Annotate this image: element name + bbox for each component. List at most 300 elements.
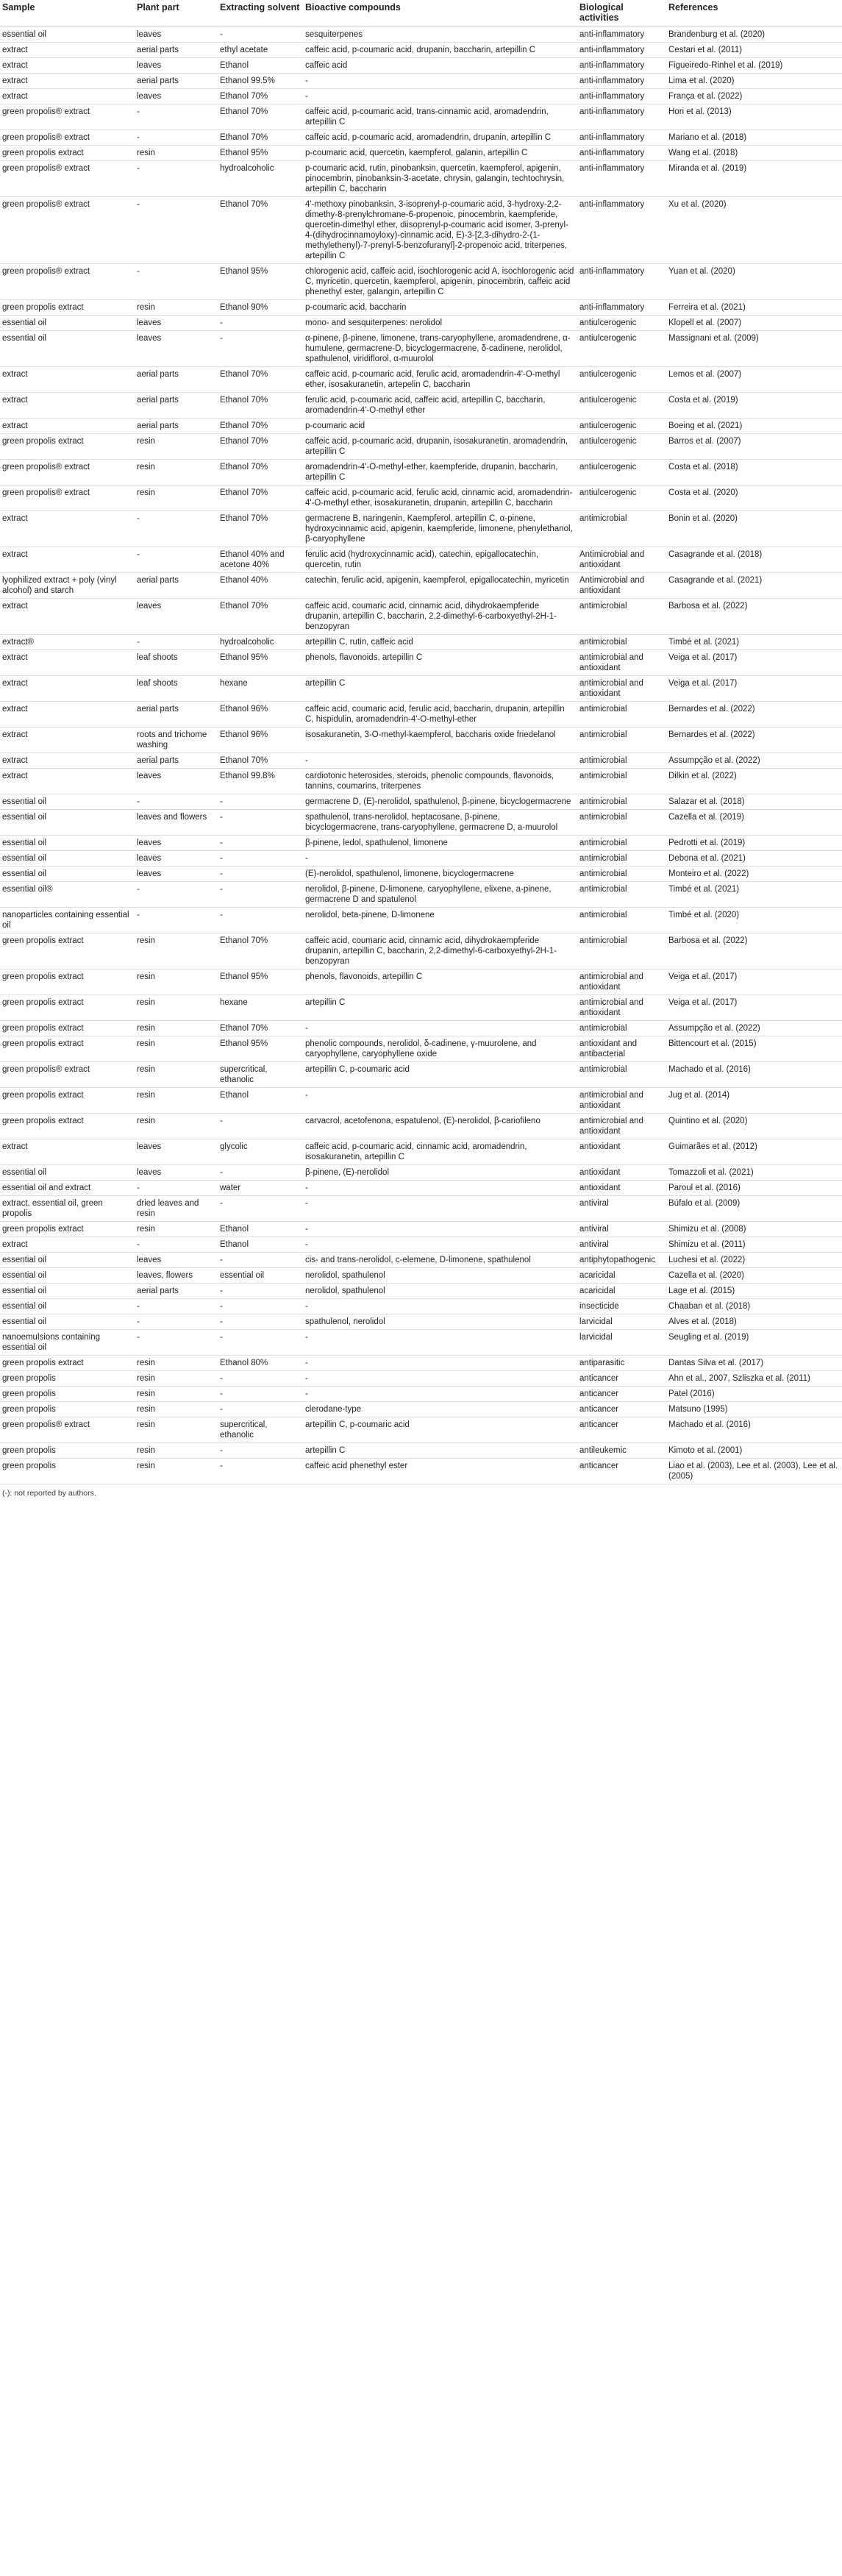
compounds-cell: nerolidol, β-pinene, D-limonene, caryophyllene, elixene, a-pinene, germacrene D and spatulenol: [303, 882, 577, 908]
plant-part-cell: resin: [135, 1356, 218, 1371]
solvent-cell: Ethanol: [218, 1222, 303, 1237]
sample-cell: essential oil and extract: [0, 1181, 135, 1196]
solvent-cell: Ethanol 95%: [218, 1036, 303, 1062]
reference-cell: Seugling et al. (2019): [666, 1330, 842, 1356]
activities-cell: anti-inflammatory: [577, 58, 666, 74]
compounds-cell: ferulic acid (hydroxycinnamic acid), catechin, epigallocatechin, quercetin, rutin: [303, 547, 577, 573]
sample-cell: green propolis: [0, 1443, 135, 1459]
solvent-cell: Ethanol 70%: [218, 1021, 303, 1036]
table-row: [0, 460, 842, 485]
table-row: [0, 547, 842, 573]
activities-cell: anti-inflammatory: [577, 197, 666, 264]
plant-part-cell: leaves and flowers: [135, 810, 218, 836]
table-row: [0, 908, 842, 933]
plant-part-cell: leaf shoots: [135, 676, 218, 702]
reference-cell: Bonin et al. (2020): [666, 511, 842, 547]
table-body: [0, 27, 842, 1484]
plant-part-cell: aerial parts: [135, 702, 218, 727]
table-row: [0, 933, 842, 969]
sample-cell: extract: [0, 547, 135, 573]
solvent-cell: Ethanol 70%: [218, 511, 303, 547]
reference-cell: Casagrande et al. (2021): [666, 573, 842, 599]
reference-cell: Brandenburg et al. (2020): [666, 27, 842, 43]
table-row: [0, 1196, 842, 1222]
compounds-cell: caffeic acid, coumaric acid, ferulic acid, baccharin, drupanin, artepillin C, hispidulin, aromadendrin-4'-O-methyl-ether: [303, 702, 577, 727]
reference-cell: Tomazzoli et al. (2021): [666, 1165, 842, 1181]
compounds-cell: α-pinene, β-pinene, limonene, trans-caryophyllene, aromadendrene, α-humulene, germacrene-D, bicyclogermacrene, δ-cadinene, nerolidol, spathulenol, viridiflorol, α-muurolol: [303, 331, 577, 367]
compounds-cell: p-coumaric acid, quercetin, kaempferol, galanin, artepillin C: [303, 146, 577, 161]
sample-cell: essential oil: [0, 1284, 135, 1299]
activities-cell: antiulcerogenic: [577, 316, 666, 331]
plant-part-cell: resin: [135, 1036, 218, 1062]
solvent-cell: Ethanol 99.8%: [218, 769, 303, 794]
solvent-cell: Ethanol: [218, 58, 303, 74]
sample-cell: extract: [0, 1237, 135, 1253]
sample-cell: essential oil: [0, 810, 135, 836]
plant-part-cell: leaves: [135, 769, 218, 794]
solvent-cell: Ethanol 70%: [218, 104, 303, 130]
compounds-cell: catechin, ferulic acid, apigenin, kaempferol, epigallocatechin, myricetin: [303, 573, 577, 599]
activities-cell: antimicrobial: [577, 882, 666, 908]
compounds-cell: -: [303, 1222, 577, 1237]
reference-cell: Salazar et al. (2018): [666, 794, 842, 810]
sample-cell: essential oil: [0, 836, 135, 851]
compounds-cell: -: [303, 1299, 577, 1314]
solvent-cell: -: [218, 908, 303, 933]
table-row: [0, 753, 842, 769]
sample-cell: extract: [0, 511, 135, 547]
sample-cell: essential oil: [0, 27, 135, 43]
compounds-cell: caffeic acid phenethyl ester: [303, 1459, 577, 1484]
solvent-cell: Ethanol 96%: [218, 727, 303, 753]
plant-part-cell: leaf shoots: [135, 650, 218, 676]
solvent-cell: Ethanol 95%: [218, 146, 303, 161]
solvent-cell: hydroalcoholic: [218, 161, 303, 197]
table-row: [0, 702, 842, 727]
activities-cell: larvicidal: [577, 1314, 666, 1330]
plant-part-cell: resin: [135, 146, 218, 161]
reference-cell: Xu et al. (2020): [666, 197, 842, 264]
activities-cell: antiulcerogenic: [577, 434, 666, 460]
column-header-reference: References: [666, 0, 842, 27]
plant-part-cell: aerial parts: [135, 367, 218, 393]
plant-part-cell: resin: [135, 460, 218, 485]
plant-part-cell: leaves: [135, 836, 218, 851]
plant-part-cell: leaves: [135, 599, 218, 635]
sample-cell: extract: [0, 702, 135, 727]
reference-cell: Cazella et al. (2019): [666, 810, 842, 836]
reference-cell: Assumpção et al. (2022): [666, 1021, 842, 1036]
solvent-cell: Ethanol 95%: [218, 969, 303, 995]
sample-cell: green propolis extract: [0, 1114, 135, 1139]
activities-cell: antiulcerogenic: [577, 485, 666, 511]
compounds-cell: chlorogenic acid, caffeic acid, isochlorogenic acid A, isochlorogenic acid C, myricetin, quercetin, kaempferol, apigenin, pinocembrin, caffeic acid phenethyl ester, galangin, artepillin C: [303, 264, 577, 300]
plant-part-cell: resin: [135, 933, 218, 969]
sample-cell: green propolis extract: [0, 146, 135, 161]
table-row: [0, 1371, 842, 1387]
table-row: [0, 1237, 842, 1253]
reference-cell: Veiga et al. (2017): [666, 650, 842, 676]
solvent-cell: Ethanol 90%: [218, 300, 303, 316]
reference-cell: Machado et al. (2016): [666, 1417, 842, 1443]
plant-part-cell: aerial parts: [135, 393, 218, 419]
reference-cell: Lage et al. (2015): [666, 1284, 842, 1299]
table-row: [0, 1021, 842, 1036]
sample-cell: essential oil: [0, 851, 135, 867]
compounds-cell: caffeic acid, p-coumaric acid, trans-cinnamic acid, aromadendrin, artepillin C: [303, 104, 577, 130]
solvent-cell: -: [218, 867, 303, 882]
reference-cell: Wang et al. (2018): [666, 146, 842, 161]
sample-cell: essential oil: [0, 316, 135, 331]
solvent-cell: Ethanol 70%: [218, 393, 303, 419]
table-row: [0, 1356, 842, 1371]
activities-cell: antimicrobial and antioxidant: [577, 650, 666, 676]
table-row: [0, 419, 842, 434]
plant-part-cell: resin: [135, 1402, 218, 1417]
table-row: [0, 810, 842, 836]
activities-cell: acaricidal: [577, 1284, 666, 1299]
compounds-cell: p-coumaric acid: [303, 419, 577, 434]
compounds-cell: caffeic acid, p-coumaric acid, cinnamic acid, aromadendrin, isosakuranetin, artepillin C: [303, 1139, 577, 1165]
reference-cell: Dilkin et al. (2022): [666, 769, 842, 794]
sample-cell: extract: [0, 74, 135, 89]
table-row: [0, 331, 842, 367]
plant-part-cell: -: [135, 635, 218, 650]
compounds-cell: -: [303, 753, 577, 769]
compounds-cell: -: [303, 1088, 577, 1114]
plant-part-cell: resin: [135, 1417, 218, 1443]
plant-part-cell: aerial parts: [135, 1284, 218, 1299]
activities-cell: antimicrobial: [577, 908, 666, 933]
sample-cell: green propolis: [0, 1459, 135, 1484]
table-row: [0, 1330, 842, 1356]
reference-cell: Bittencourt et al. (2015): [666, 1036, 842, 1062]
solvent-cell: Ethanol 95%: [218, 650, 303, 676]
compounds-cell: caffeic acid, coumaric acid, cinnamic acid, dihydrokaempferide drupanin, artepillin C, baccharin, 2,2-dimethyl-6-carboxyethyl-2H-1-benzopyran: [303, 933, 577, 969]
sample-cell: extract: [0, 753, 135, 769]
sample-cell: extract: [0, 599, 135, 635]
reference-cell: Yuan et al. (2020): [666, 264, 842, 300]
activities-cell: anticancer: [577, 1371, 666, 1387]
compounds-cell: cis- and trans-nerolidol, c-elemene, D-limonene, spathulenol: [303, 1253, 577, 1268]
table-row: [0, 434, 842, 460]
plant-part-cell: -: [135, 130, 218, 146]
plant-part-cell: -: [135, 264, 218, 300]
activities-cell: antioxidant and antibacterial: [577, 1036, 666, 1062]
reference-cell: Dantas Silva et al. (2017): [666, 1356, 842, 1371]
sample-cell: green propolis extract: [0, 1356, 135, 1371]
table-footnote: (-): not reported by authors.: [2, 1489, 96, 1498]
activities-cell: anticancer: [577, 1417, 666, 1443]
compounds-cell: sesquiterpenes: [303, 27, 577, 43]
activities-cell: antimicrobial and antioxidant: [577, 995, 666, 1021]
compounds-cell: cardiotonic heterosides, steroids, phenolic compounds, flavonoids, tannins, coumarins, triterpenes: [303, 769, 577, 794]
table-row: [0, 1036, 842, 1062]
plant-part-cell: leaves: [135, 316, 218, 331]
solvent-cell: -: [218, 27, 303, 43]
table-row: [0, 969, 842, 995]
compounds-cell: caffeic acid, p-coumaric acid, ferulic acid, aromadendrin-4'-O-methyl ether, isosakuranetin, artepelin C, baccharin: [303, 367, 577, 393]
sample-cell: extract®: [0, 635, 135, 650]
activities-cell: anti-inflammatory: [577, 161, 666, 197]
sample-cell: green propolis extract: [0, 1222, 135, 1237]
table-row: [0, 393, 842, 419]
solvent-cell: Ethanol 70%: [218, 434, 303, 460]
compounds-cell: germacrene B, naringenin, Kaempferol, artepillin C, α-pinene, hydroxycinnamic acid, apigenin, kaempferide, limonene, phenylethanol, β-caryophyllene: [303, 511, 577, 547]
plant-part-cell: aerial parts: [135, 74, 218, 89]
table-row: [0, 650, 842, 676]
table-row: [0, 1417, 842, 1443]
solvent-cell: -: [218, 1459, 303, 1484]
compounds-cell: p-coumaric acid, rutin, pinobanksin, quercetin, kaempferol, apigenin, pinocembrin, pinobanksin-3-acetate, chrysin, galangin, techtochrysin, artepillin C, baccharin: [303, 161, 577, 197]
activities-cell: anti-inflammatory: [577, 300, 666, 316]
plant-part-cell: leaves: [135, 89, 218, 104]
activities-cell: antimicrobial: [577, 836, 666, 851]
sample-cell: green propolis extract: [0, 1036, 135, 1062]
activities-cell: antiviral: [577, 1237, 666, 1253]
plant-part-cell: -: [135, 547, 218, 573]
reference-cell: Paroul et al. (2016): [666, 1181, 842, 1196]
sample-cell: green propolis extract: [0, 969, 135, 995]
solvent-cell: -: [218, 1402, 303, 1417]
reference-cell: Luchesi et al. (2022): [666, 1253, 842, 1268]
activities-cell: antimicrobial and antioxidant: [577, 969, 666, 995]
solvent-cell: -: [218, 1299, 303, 1314]
table-row: [0, 1314, 842, 1330]
activities-cell: antioxidant: [577, 1181, 666, 1196]
compounds-cell: spathulenol, trans-nerolidol, heptacosane, β-pinene, bicyclogermacrene, trans-caryophyllene, germacrene D, a-muurolol: [303, 810, 577, 836]
table-row: [0, 1088, 842, 1114]
activities-cell: antimicrobial: [577, 851, 666, 867]
sample-cell: lyophilized extract + poly (vinyl alcohol) and starch: [0, 573, 135, 599]
sample-cell: green propolis® extract: [0, 104, 135, 130]
sample-cell: green propolis® extract: [0, 460, 135, 485]
sample-cell: essential oil: [0, 1253, 135, 1268]
solvent-cell: -: [218, 851, 303, 867]
compounds-cell: caffeic acid, p-coumaric acid, drupanin, isosakuranetin, aromadendrin, artepillin C: [303, 434, 577, 460]
activities-cell: Antimicrobial and antioxidant: [577, 547, 666, 573]
table-row: [0, 727, 842, 753]
plant-part-cell: aerial parts: [135, 43, 218, 58]
solvent-cell: Ethanol: [218, 1088, 303, 1114]
solvent-cell: -: [218, 836, 303, 851]
compounds-cell: caffeic acid, coumaric acid, cinnamic acid, dihydrokaempferide drupanin, artepillin C, baccharin, 2,2-dimethyl-6-carboxyethyl-2H-1-benzopyran: [303, 599, 577, 635]
reference-cell: Mariano et al. (2018): [666, 130, 842, 146]
sample-cell: extract: [0, 650, 135, 676]
activities-cell: antimicrobial: [577, 511, 666, 547]
solvent-cell: -: [218, 331, 303, 367]
sample-cell: green propolis: [0, 1387, 135, 1402]
table-row: [0, 511, 842, 547]
column-header-compounds: Bioactive compounds: [303, 0, 577, 27]
table-row: [0, 316, 842, 331]
table-row: [0, 635, 842, 650]
sample-cell: extract: [0, 58, 135, 74]
column-header-activities: Biological activities: [577, 0, 666, 27]
reference-cell: Kimoto et al. (2001): [666, 1443, 842, 1459]
compounds-cell: caffeic acid, p-coumaric acid, ferulic acid, cinnamic acid, aromadendrin-4'-O-methyl ether, isosakuranetin, drupanin, artepillin C, baccharin: [303, 485, 577, 511]
table-row: [0, 300, 842, 316]
table-row: [0, 794, 842, 810]
solvent-cell: ethyl acetate: [218, 43, 303, 58]
activities-cell: antimicrobial: [577, 794, 666, 810]
table-row: [0, 769, 842, 794]
sample-cell: green propolis® extract: [0, 485, 135, 511]
reference-cell: Shimizu et al. (2011): [666, 1237, 842, 1253]
activities-cell: antimicrobial and antioxidant: [577, 1114, 666, 1139]
activities-cell: acaricidal: [577, 1268, 666, 1284]
plant-part-cell: leaves: [135, 1139, 218, 1165]
reference-cell: Timbé et al. (2021): [666, 882, 842, 908]
solvent-cell: Ethanol 70%: [218, 89, 303, 104]
table-row: [0, 89, 842, 104]
reference-cell: Lima et al. (2020): [666, 74, 842, 89]
plant-part-cell: aerial parts: [135, 753, 218, 769]
sample-cell: green propolis® extract: [0, 1062, 135, 1088]
sample-cell: green propolis: [0, 1371, 135, 1387]
sample-cell: green propolis® extract: [0, 130, 135, 146]
plant-part-cell: dried leaves and resin: [135, 1196, 218, 1222]
reference-cell: Costa et al. (2019): [666, 393, 842, 419]
sample-cell: green propolis extract: [0, 995, 135, 1021]
sample-cell: essential oil: [0, 867, 135, 882]
table-row: [0, 1299, 842, 1314]
reference-cell: Hori et al. (2013): [666, 104, 842, 130]
reference-cell: Barros et al. (2007): [666, 434, 842, 460]
compounds-cell: clerodane-type: [303, 1402, 577, 1417]
plant-part-cell: resin: [135, 1387, 218, 1402]
reference-cell: Costa et al. (2020): [666, 485, 842, 511]
solvent-cell: Ethanol: [218, 1237, 303, 1253]
solvent-cell: hexane: [218, 676, 303, 702]
activities-cell: antiphytopathogenic: [577, 1253, 666, 1268]
activities-cell: antimicrobial: [577, 867, 666, 882]
solvent-cell: supercritical, ethanolic: [218, 1062, 303, 1088]
table-row: [0, 74, 842, 89]
reference-cell: Lemos et al. (2007): [666, 367, 842, 393]
reference-cell: Búfalo et al. (2009): [666, 1196, 842, 1222]
solvent-cell: Ethanol 70%: [218, 419, 303, 434]
plant-part-cell: -: [135, 882, 218, 908]
reference-cell: Liao et al. (2003), Lee et al. (2003), Lee et al. (2005): [666, 1459, 842, 1484]
reference-cell: Barbosa et al. (2022): [666, 599, 842, 635]
plant-part-cell: resin: [135, 995, 218, 1021]
activities-cell: antimicrobial: [577, 769, 666, 794]
compounds-cell: -: [303, 851, 577, 867]
plant-part-cell: resin: [135, 1371, 218, 1387]
table-row: [0, 1284, 842, 1299]
activities-cell: antiulcerogenic: [577, 331, 666, 367]
plant-part-cell: -: [135, 1237, 218, 1253]
plant-part-cell: resin: [135, 1088, 218, 1114]
compounds-cell: -: [303, 1387, 577, 1402]
reference-cell: Casagrande et al. (2018): [666, 547, 842, 573]
reference-cell: Costa et al. (2018): [666, 460, 842, 485]
table-row: [0, 1268, 842, 1284]
solvent-cell: Ethanol 70%: [218, 485, 303, 511]
reference-cell: Chaaban et al. (2018): [666, 1299, 842, 1314]
column-header-sample: Sample: [0, 0, 135, 27]
activities-cell: anticancer: [577, 1402, 666, 1417]
reference-cell: Pedrotti et al. (2019): [666, 836, 842, 851]
plant-part-cell: resin: [135, 1114, 218, 1139]
compounds-cell: artepillin C: [303, 995, 577, 1021]
compounds-cell: phenols, flavonoids, artepillin C: [303, 650, 577, 676]
compounds-cell: 4'-methoxy pinobanksin, 3-isoprenyl-p-coumaric acid, 3-hydroxy-2,2-dimethy-8-prenylchromane-6-propenoic, pinocembrin, kaempferide, quercetin-dimethyl ether, diisoprenyl-p-coumaric acid isomer, 3-prenyl-4-(dihydrocinnamoyloxy)-cinnamic acid, E)-3-[2,3-dihydro-2-(1-methylethenyl)-7-prenyl-5-benzofuranyl]-2-propenoic acid, triterpenes, artepillin C: [303, 197, 577, 264]
reference-cell: Timbé et al. (2020): [666, 908, 842, 933]
activities-cell: antiulcerogenic: [577, 367, 666, 393]
reference-cell: Quintino et al. (2020): [666, 1114, 842, 1139]
sample-cell: nanoparticles containing essential oil: [0, 908, 135, 933]
activities-cell: antimicrobial: [577, 810, 666, 836]
activities-cell: anti-inflammatory: [577, 27, 666, 43]
compounds-cell: caffeic acid, p-coumaric acid, drupanin, baccharin, artepillin C: [303, 43, 577, 58]
sample-cell: essential oil: [0, 1165, 135, 1181]
compounds-cell: ferulic acid, p-coumaric acid, caffeic acid, artepillin C, baccharin, aromadendrin-4'-O-methyl ether: [303, 393, 577, 419]
sample-cell: green propolis® extract: [0, 161, 135, 197]
sample-cell: green propolis® extract: [0, 197, 135, 264]
sample-cell: green propolis extract: [0, 933, 135, 969]
compounds-cell: phenolic compounds, nerolidol, δ-cadinene, γ-muurolene, and caryophyllene, caryophyllene oxide: [303, 1036, 577, 1062]
plant-part-cell: -: [135, 511, 218, 547]
table-row: [0, 104, 842, 130]
plant-part-cell: -: [135, 104, 218, 130]
activities-cell: antimicrobial: [577, 1062, 666, 1088]
solvent-cell: -: [218, 1387, 303, 1402]
activities-cell: anti-inflammatory: [577, 146, 666, 161]
compounds-cell: spathulenol, nerolidol: [303, 1314, 577, 1330]
compounds-cell: caffeic acid, p-coumaric acid, aromadendrin, drupanin, artepillin C: [303, 130, 577, 146]
compounds-cell: (E)-nerolidol, spathulenol, limonene, bicyclogermacrene: [303, 867, 577, 882]
activities-cell: antiulcerogenic: [577, 460, 666, 485]
sample-cell: extract: [0, 1139, 135, 1165]
compounds-cell: -: [303, 89, 577, 104]
solvent-cell: -: [218, 1330, 303, 1356]
reference-cell: Debona et al. (2021): [666, 851, 842, 867]
reference-cell: Cestari et al. (2011): [666, 43, 842, 58]
table-row: [0, 1402, 842, 1417]
column-header-plant-part: Plant part: [135, 0, 218, 27]
solvent-cell: -: [218, 1443, 303, 1459]
sample-cell: extract: [0, 89, 135, 104]
table-row: [0, 161, 842, 197]
table-row: [0, 264, 842, 300]
table-header: [0, 0, 842, 27]
compounds-cell: nerolidol, spathulenol: [303, 1268, 577, 1284]
table-row: [0, 1165, 842, 1181]
activities-cell: insecticide: [577, 1299, 666, 1314]
table-row: [0, 146, 842, 161]
activities-cell: anti-inflammatory: [577, 104, 666, 130]
reference-cell: Shimizu et al. (2008): [666, 1222, 842, 1237]
sample-cell: green propolis extract: [0, 300, 135, 316]
reference-cell: França et al. (2022): [666, 89, 842, 104]
plant-part-cell: leaves: [135, 1165, 218, 1181]
plant-part-cell: leaves: [135, 58, 218, 74]
plant-part-cell: leaves: [135, 1253, 218, 1268]
sample-cell: extract: [0, 43, 135, 58]
sample-cell: nanoemulsions containing essential oil: [0, 1330, 135, 1356]
table-row: [0, 599, 842, 635]
activities-cell: antimicrobial: [577, 702, 666, 727]
activities-cell: anti-inflammatory: [577, 74, 666, 89]
column-header-solvent: Extracting solvent: [218, 0, 303, 27]
sample-cell: extract, essential oil, green propolis: [0, 1196, 135, 1222]
table-row: [0, 1387, 842, 1402]
activities-cell: antiulcerogenic: [577, 393, 666, 419]
solvent-cell: hexane: [218, 995, 303, 1021]
activities-cell: anti-inflammatory: [577, 264, 666, 300]
